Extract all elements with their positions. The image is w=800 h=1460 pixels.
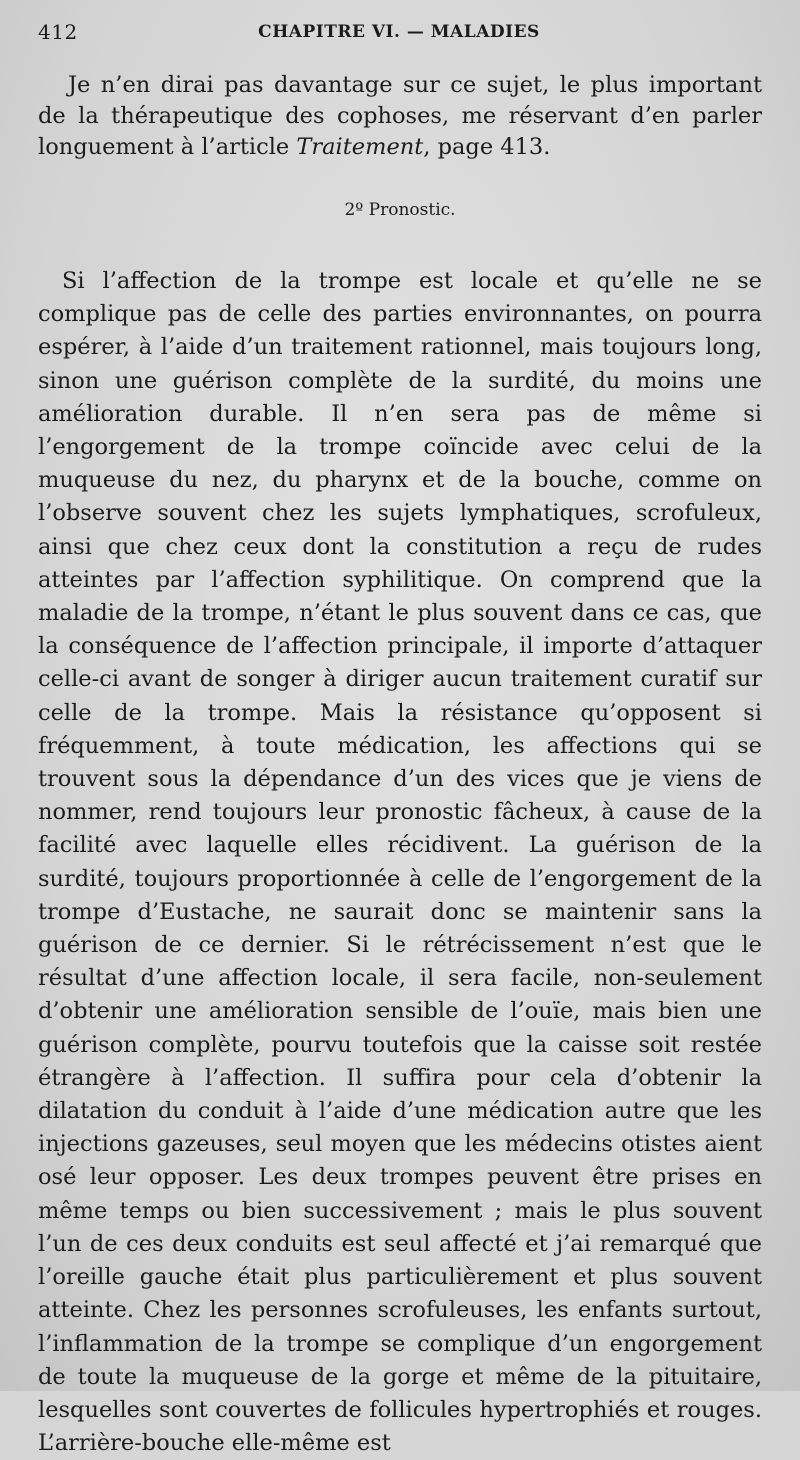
intro-text-start: Je n’en dirai pas davantage sur ce sujet, le plus important de la thérapeutique des cophoses, me réservant d’en parler longuement à l’article: [38, 72, 762, 160]
intro-italic-reference: Traitement: [296, 134, 424, 160]
running-header: [38, 20, 760, 50]
body-paragraph: Si l’affection de la trompe est locale et qu’elle ne se complique pas de celle des parties environnantes, on pourra espérer, à l’aide d’un traitement rationnel, mais toujours long, sinon une guérison complète de la surdité, du moins une amélioration durable. Il n’en sera pas de même si l’engorgement de la trompe coïncide avec celui de la muqueuse du nez, du pharynx et de la bouche, comme on l’observe souvent chez les sujets lymphatiques, scrofuleux, ainsi que chez ceux dont la constitution a reçu de rudes atteintes par l’affection syphilitique. On comprend que la maladie de la trompe, n’étant le plus souvent dans ce cas, que la conséquence de l’affection principale, il importe d’attaquer celle-ci avant de songer à diriger aucun traitement curatif sur celle de la trompe. Mais la résistance qu’opposent si fréquemment, à toute médication, les affections qui se trouvent sous la dépendance d’un des vices que je viens de nommer, rend toujours leur pronostic fâcheux, à cause de la facilité avec laquelle elles récidivent. La guérison de la surdité, toujours proportionnée à celle de l’engorgement de la trompe d’Eustache, ne saurait donc se maintenir sans la guérison de ce dernier. Si le rétrécissement n’est que le résultat d’une affection locale, il sera facile, non-seulement d’obtenir une amélioration sensible de l’ouïe, mais bien une guérison complète, pourvu toutefois que la caisse soit restée étrangère à l’affection. Il suffira pour cela d’obtenir la dilatation du conduit à l’aide d’une médication autre que les injections gazeuses, seul moyen que les médecins otistes aient osé leur opposer. Les deux trompes peuvent être prises en même temps ou bien successivement ; mais le plus souvent l’un de ces deux conduits est seul affecté et j’ai remarqué que l’oreille gauche était plus particulièrement et plus souvent atteinte. Chez les personnes scrofuleuses, les enfants surtout, l’inflammation de la trompe se complique d’un engorgement de toute la muqueuse de la gorge et même de la pituitaire, lesquelles sont couvertes de follicules hypertrophiés et rouges. L’arrière-bouche elle-même est: [38, 268, 762, 1457]
page-number: 412: [38, 20, 78, 44]
chapter-title: CHAPITRE VI. — MALADIES: [258, 22, 540, 42]
intro-paragraph: [38, 70, 762, 163]
intro-text-end: , page 413.: [423, 134, 551, 160]
section-heading: 2º Pronostic.: [344, 200, 456, 220]
